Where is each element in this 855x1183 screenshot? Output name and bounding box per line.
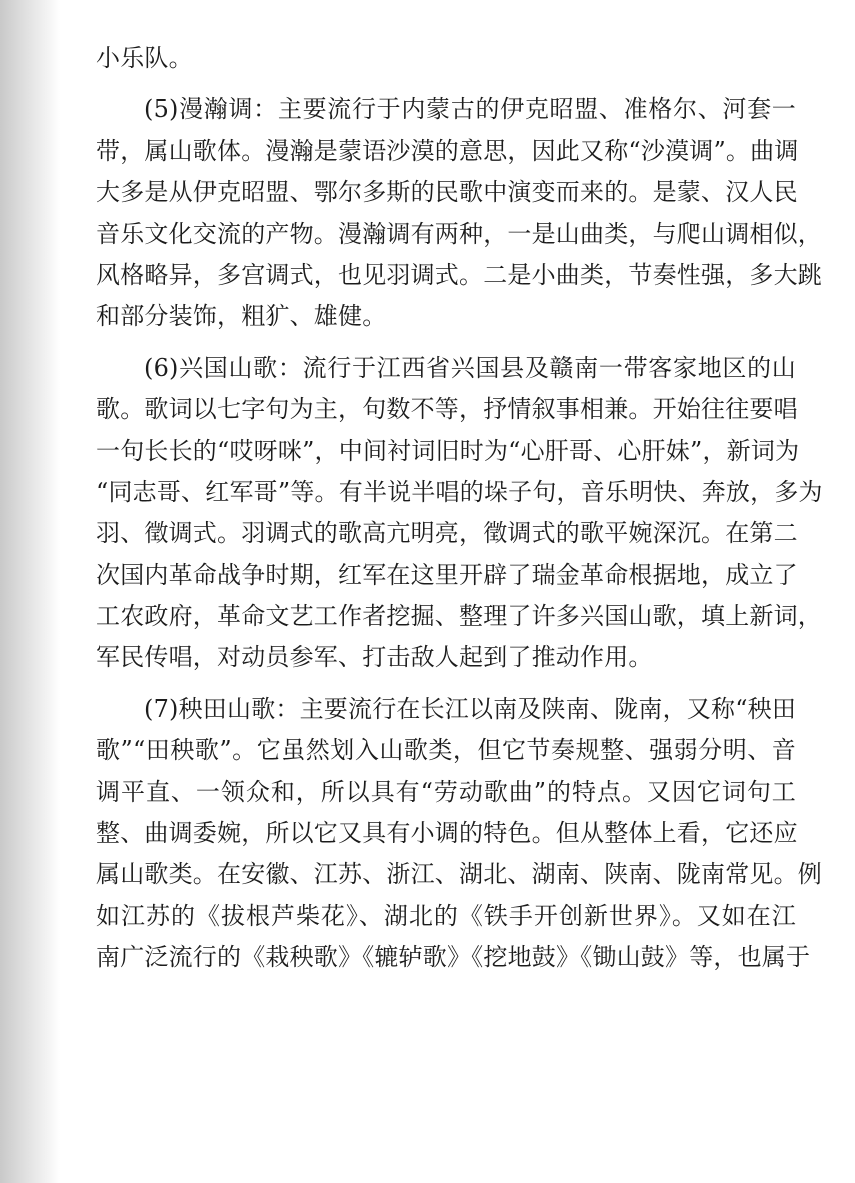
text-line: 音乐文化交流的产物。漫瀚调有两种，一是山曲类，与爬山调相似，	[96, 219, 822, 248]
page-edge-shadow	[0, 0, 60, 1183]
text-line: 属山歌类。在安徽、江苏、浙江、湖北、湖南、陕南、陇南常见。例	[96, 860, 822, 889]
paragraph-1	[96, 38, 796, 79]
text-line: 军民传唱，对动员参军、打击敌人起到了推动作用。	[96, 643, 653, 672]
paragraph-4	[96, 689, 822, 979]
text-line: 歌”“田秧歌”。它虽然划入山歌类，但它节奏规整、强弱分明、音	[96, 736, 796, 765]
text-line: 如江苏的《拔根芦柴花》、湖北的《铁手开创新世界》。又如在江	[96, 901, 796, 930]
text-line: 次国内革命战争时期，红军在这里开辟了瑞金革命根据地，成立了	[96, 560, 798, 589]
text-line: 南广泛流行的《栽秧歌》《辘轳歌》《挖地鼓》《锄山鼓》等，也属于	[96, 943, 811, 972]
text-line: 调平直、一领众和，所以具有“劳动歌曲”的特点。又因它词句工	[96, 777, 796, 806]
text-line: (7)秧田山歌：主要流行在长江以南及陕南、陇南，又称“秧田	[144, 694, 797, 723]
paragraph-3	[96, 348, 823, 679]
text-line: 羽、徵调式。羽调式的歌高亢明亮，徵调式的歌平婉深沉。在第二	[96, 519, 798, 548]
document-page	[96, 38, 823, 979]
text-line: 歌。歌词以七字句为主，句数不等，抒情叙事相兼。开始往往要唱	[96, 395, 798, 424]
text-line: 和部分装饰，粗犷、雄健。	[96, 302, 387, 331]
text-line: 工农政府，革命文艺工作者挖掘、整理了许多兴国山歌，填上新词，	[96, 602, 822, 631]
text-line: 整、曲调委婉，所以它又具有小调的特色。但从整体上看，它还应	[96, 819, 798, 848]
text-line: 小乐队。	[96, 44, 193, 72]
text-line: 带，属山歌体。漫瀚是蒙语沙漠的意思，因此又称“沙漠调”。曲调	[96, 136, 799, 165]
text-line: 一句长长的“哎呀咪”，中间衬词旧时为“心肝哥、心肝妹”，新词为	[96, 436, 800, 465]
text-line: “同志哥、红军哥”等。有半说半唱的垛子句，音乐明快、奔放，多为	[96, 477, 823, 506]
text-line: (6)兴国山歌：流行于江西省兴国县及赣南一带客家地区的山	[144, 353, 796, 382]
text-line: 风格略异，多宫调式，也见羽调式。二是小曲类，节奏性强，多大跳	[96, 260, 822, 289]
text-line: (5)漫瀚调：主要流行于内蒙古的伊克昭盟、准格尔、河套一	[144, 95, 796, 124]
text-line: 大多是从伊克昭盟、鄂尔多斯的民歌中演变而来的。是蒙、汉人民	[96, 178, 798, 207]
paragraph-2	[96, 89, 822, 337]
